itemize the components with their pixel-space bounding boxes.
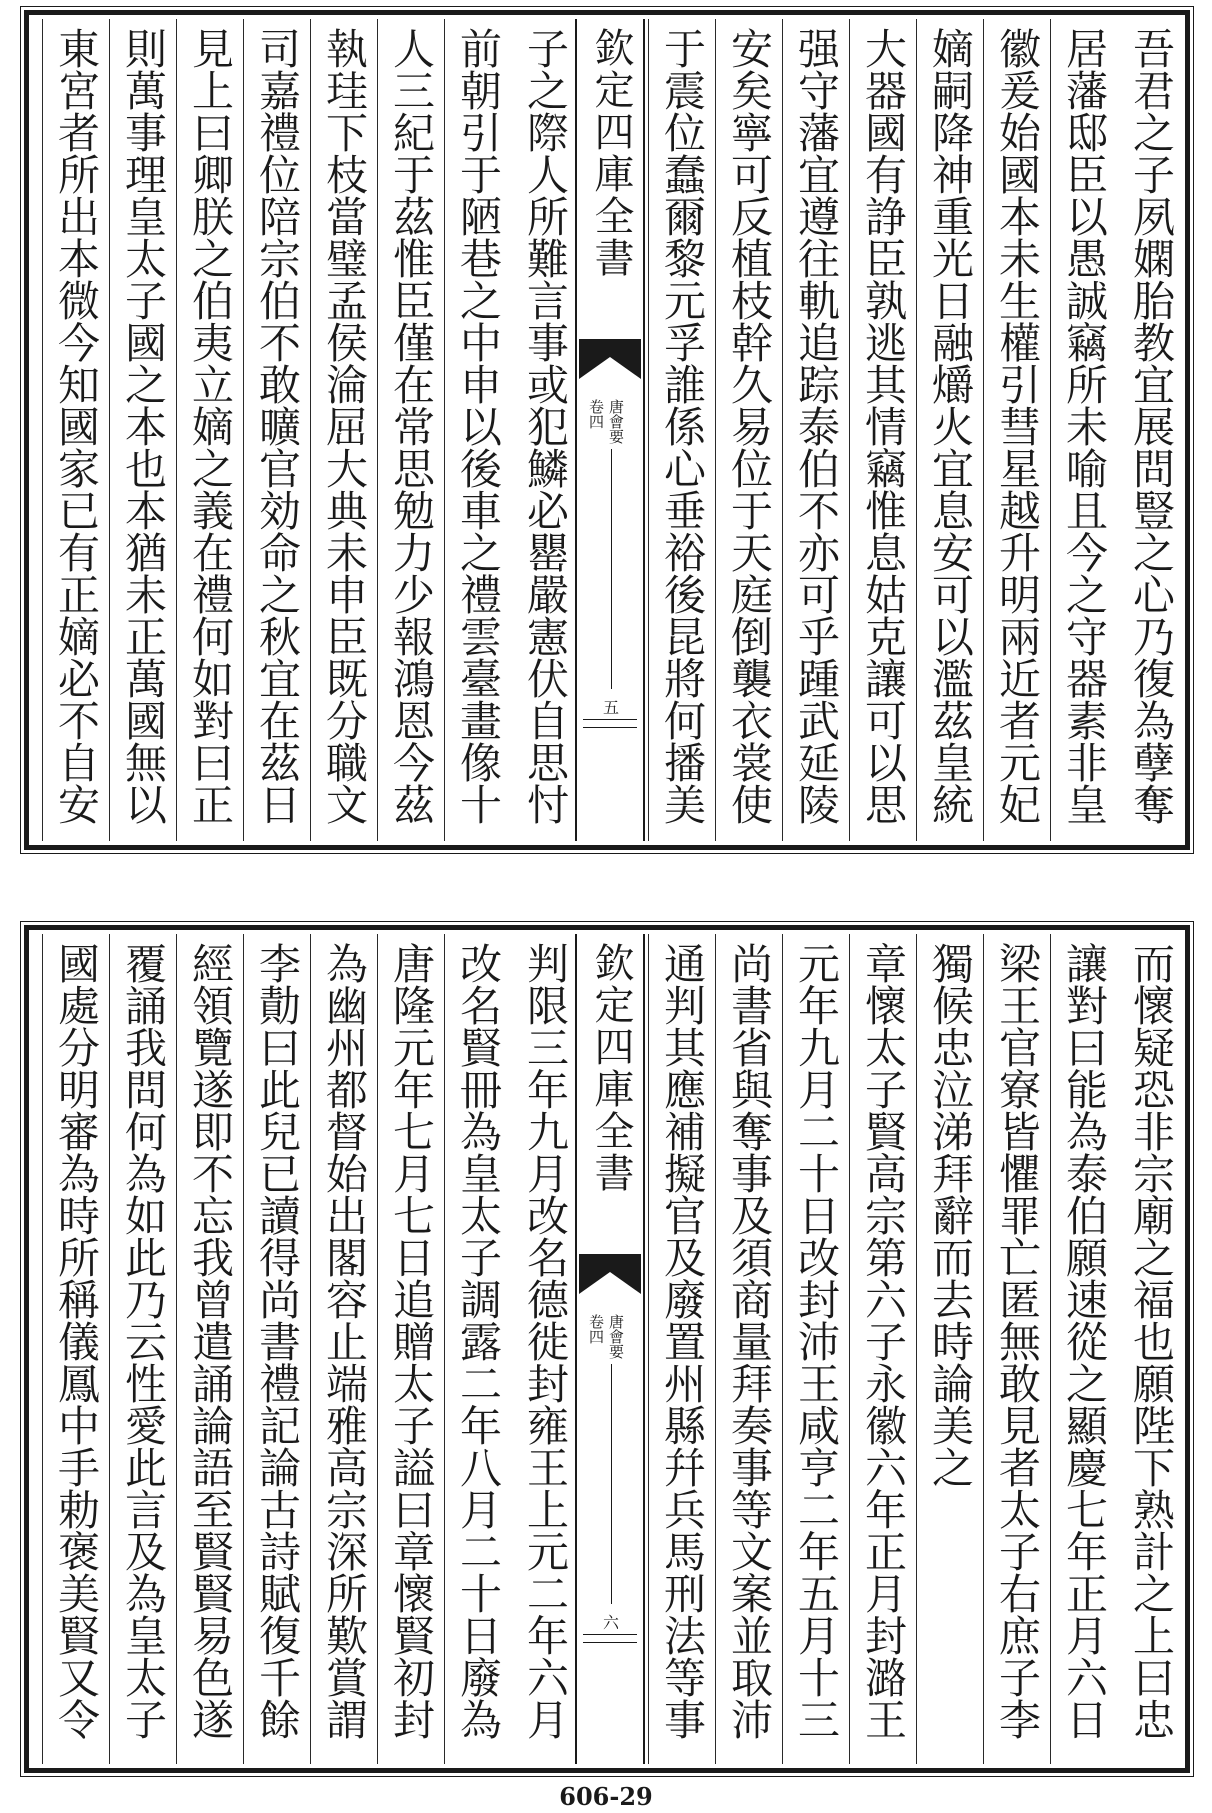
top-page-columns	[33, 19, 1181, 841]
column-text: 尚書省與奪事及須商量拜奏事等文案並取沛	[725, 942, 774, 1740]
fold-strip	[575, 19, 645, 841]
text-column	[444, 19, 508, 841]
column-text: 改名賢冊為皇太子調露二年八月二十日廢為	[454, 942, 503, 1740]
text-column	[782, 19, 846, 841]
text-column	[1117, 19, 1181, 841]
column-text: 章懷太子賢高宗第六子永徽六年正月封潞王	[859, 942, 908, 1740]
column-text: 居藩邸臣以愚誠竊所未喻且今之守器素非皇	[1060, 27, 1109, 825]
text-column	[916, 19, 980, 841]
column-text: 見上曰卿朕之伯夷立嫡之義在禮何如對曰正	[186, 27, 235, 825]
text-column	[849, 934, 913, 1764]
volume-label: 卷四	[587, 399, 605, 429]
column-text: 為幽州都督始出閣容止端雅高宗深所歎賞謂	[320, 942, 369, 1740]
column-text: 吾君之子夙嫻胎教宜展問豎之心乃復為孽奪	[1127, 27, 1176, 825]
fold-center-line	[611, 1364, 612, 1604]
column-text: 元年九月二十日改封沛王咸亨二年五月十三	[792, 942, 841, 1740]
text-column	[983, 934, 1047, 1764]
top-page-panel	[24, 10, 1190, 850]
text-column	[243, 19, 307, 841]
fold-title: 欽定四庫全書	[588, 942, 634, 1194]
text-column	[243, 934, 307, 1764]
column-text: 安矣寧可反植枝幹久易位于天庭倒襲衣裳使	[725, 27, 774, 825]
text-column	[377, 19, 441, 841]
text-column	[310, 934, 374, 1764]
column-text: 判限三年九月改名德徙封雍王上元二年六月	[521, 942, 570, 1740]
text-column	[849, 19, 913, 841]
volume-label: 卷四	[587, 1314, 605, 1344]
column-text: 大器國有諍臣孰逃其情竊惟息姑克讓可以思	[859, 27, 908, 825]
text-column	[648, 19, 712, 841]
book-name: 唐會要	[607, 1314, 625, 1359]
text-column	[511, 19, 575, 841]
text-column	[1050, 934, 1114, 1764]
column-text: 通判其應補擬官及廢置州縣幷兵馬刑法等事	[658, 942, 707, 1740]
column-text: 嫡嗣降神重光日融爝火宜息安可以濫茲皇統	[926, 27, 975, 825]
column-text: 徽爰始國本未生權引彗星越升明兩近者元妃	[993, 27, 1042, 825]
column-text: 梁王官寮皆懼罪亡匿無敢見者太子右庶子李	[993, 942, 1042, 1740]
bottom-page-columns	[33, 934, 1181, 1764]
text-column	[109, 19, 173, 841]
column-text: 東宮者所出本微今知國家已有正嫡必不自安	[52, 27, 101, 825]
column-text: 而懷疑恐非宗廟之福也願陛下熟計之上曰忠	[1127, 942, 1176, 1740]
fold-divider	[583, 727, 637, 728]
fishtail-mark	[579, 339, 641, 379]
text-column	[916, 934, 980, 1764]
text-column	[377, 934, 441, 1764]
text-column	[176, 934, 240, 1764]
fishtail-mark	[579, 1254, 641, 1294]
column-text: 司嘉禮位陪宗伯不敢曠官効命之秋宜在茲日	[253, 27, 302, 825]
fold-center-line	[611, 449, 612, 689]
column-text: 唐隆元年七月七日追贈太子謚曰章懷賢初封	[387, 942, 436, 1740]
text-column	[648, 934, 712, 1764]
text-column	[983, 19, 1047, 841]
bottom-page-panel	[24, 925, 1190, 1773]
fold-divider	[583, 719, 637, 720]
column-text: 國處分明審為時所稱儀鳳中手勅褒美賢又令	[52, 942, 101, 1740]
fold-title: 欽定四庫全書	[588, 27, 634, 279]
text-column	[511, 934, 575, 1764]
text-column	[42, 934, 106, 1764]
page-number: 五	[602, 698, 619, 717]
text-column	[1117, 934, 1181, 1764]
column-text: 獨候忠泣涕拜辭而去時論美之	[926, 942, 975, 1488]
column-text: 覆誦我問何為如此乃云性愛此言及為皇太子	[119, 942, 168, 1740]
text-column	[1050, 19, 1114, 841]
column-text: 前朝引于陋巷之中申以後車之禮雲臺畫像十	[454, 27, 503, 825]
column-text: 人三紀于茲惟臣僅在常思勉力少報鴻恩今茲	[387, 27, 436, 825]
column-text: 子之際人所難言事或犯鱗必罌嚴憲伏自思忖	[521, 27, 570, 825]
column-text: 則萬事理皇太子國之本也本猶未正萬國無以	[119, 27, 168, 825]
column-text: 强守藩宜遵往軌追踪泰伯不亦可乎踵武延陵	[792, 27, 841, 825]
page-id-footer: 606-29	[559, 1782, 653, 1811]
text-column	[42, 19, 106, 841]
column-text: 執珪下枝當璧孟侯淪屈大典未申臣既分職文	[320, 27, 369, 825]
page-number: 六	[602, 1613, 619, 1632]
text-column	[176, 19, 240, 841]
book-name: 唐會要	[607, 399, 625, 444]
column-text: 讓對曰能為泰伯願速從之顯慶七年正月六日	[1060, 942, 1109, 1740]
text-column	[109, 934, 173, 1764]
text-column	[310, 19, 374, 841]
column-text: 經領覽遂即不忘我曾遣誦論語至賢賢易色遂	[186, 942, 235, 1740]
fold-strip	[575, 934, 645, 1764]
fold-divider	[583, 1642, 637, 1643]
fold-divider	[583, 1634, 637, 1635]
text-column	[715, 934, 779, 1764]
text-column	[444, 934, 508, 1764]
text-column	[715, 19, 779, 841]
column-text: 李勣曰此兒已讀得尚書禮記論古詩賦復千餘	[253, 942, 302, 1740]
text-column	[782, 934, 846, 1764]
column-text: 于震位蠢爾黎元孚誰係心垂裕後昆將何播美	[658, 27, 707, 825]
